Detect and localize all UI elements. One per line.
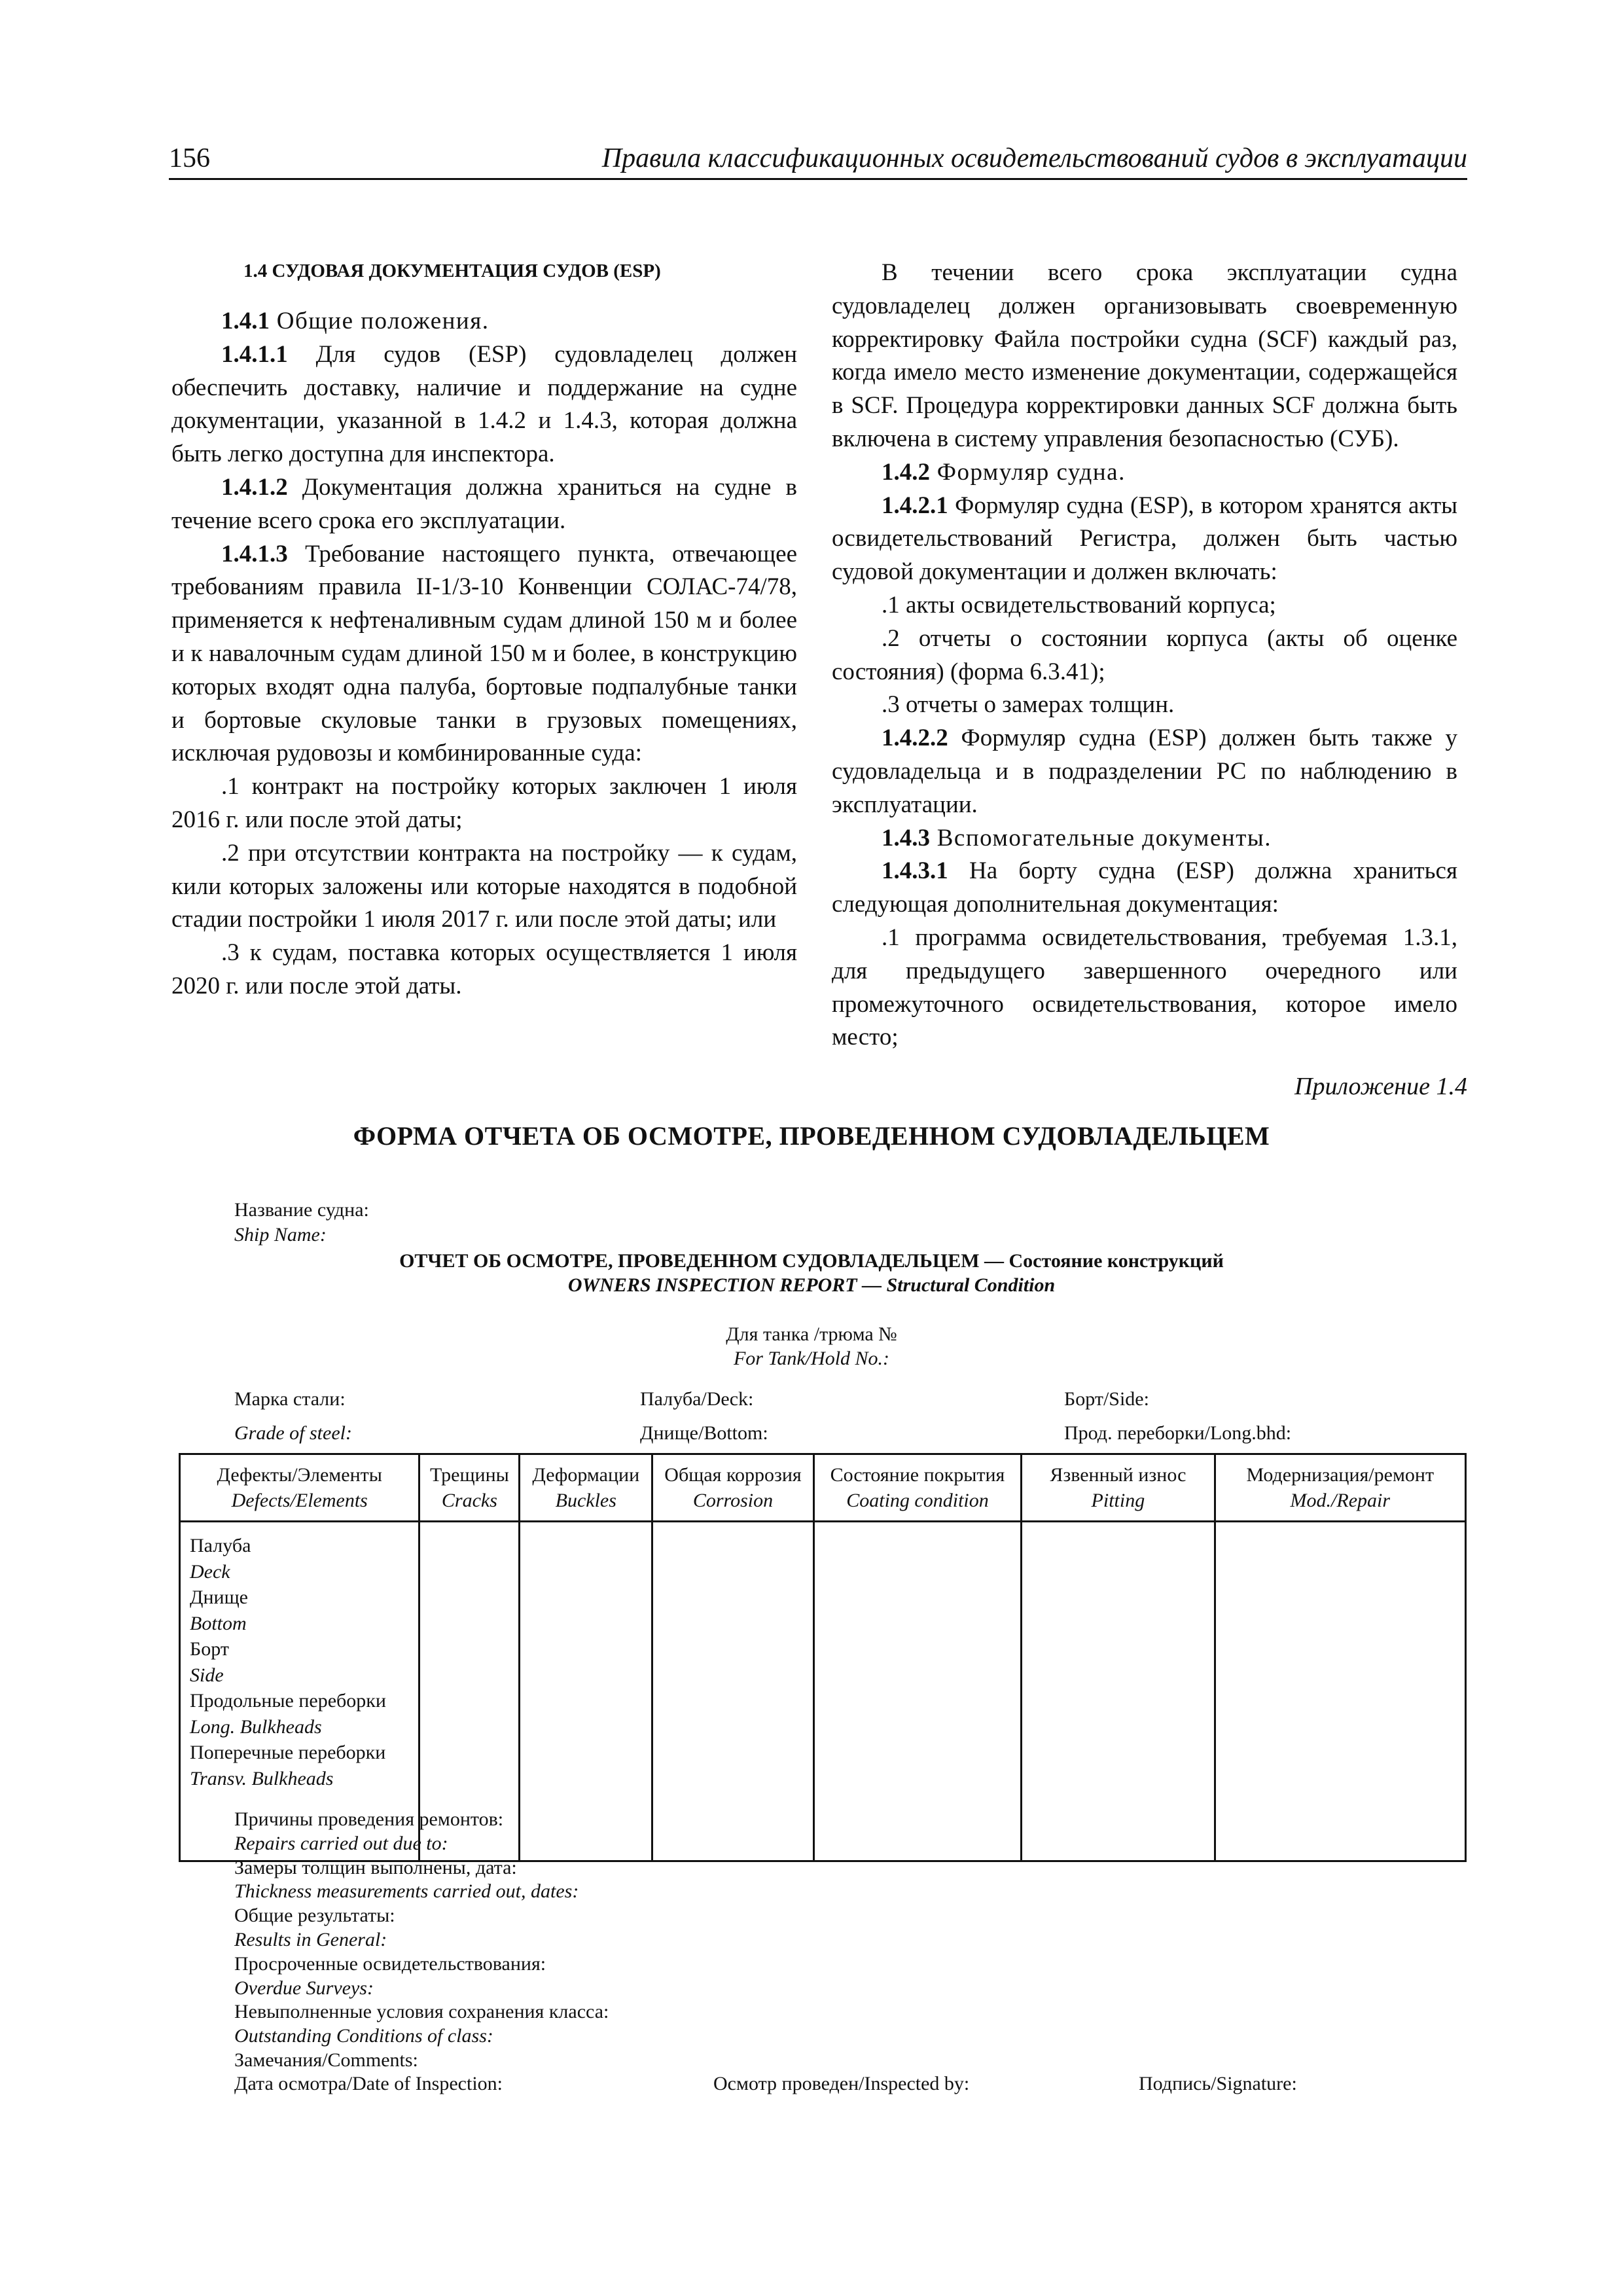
footer-label-en: Results in General: [234, 1928, 387, 1950]
left-column [171, 257, 797, 1003]
tank-hold-field [0, 1322, 1623, 1371]
form-title: ФОРМА ОТЧЕТА ОБ ОСМОТРЕ, ПРОВЕДЕННОМ СУДОВЛАДЕЛЬЦЕМ [353, 1121, 1270, 1151]
element-label-en: Transv. Bulkheads [190, 1767, 334, 1789]
paragraph: .3 отчеты о замерах толщин. [882, 691, 1175, 719]
footer-label-ru: Просроченные освидетельствования: [234, 1952, 546, 1975]
page-number: 156 [169, 143, 210, 173]
inspected-by-label: Осмотр проведен/Inspected by: [713, 2073, 970, 2094]
grade-of-steel-field [234, 1382, 352, 1450]
defects-table [179, 1453, 1467, 1862]
corrosion-cell [652, 1522, 814, 1861]
column-header: Состояние покрытия Coating condition [813, 1454, 1021, 1522]
column-header: Язвенный износ Pitting [1022, 1454, 1215, 1522]
column-header: Деформации Buckles [520, 1454, 652, 1522]
element-label-ru: Поперечные переборки [190, 1742, 386, 1763]
table-header-row [180, 1454, 1466, 1522]
deck-bottom-field [640, 1382, 768, 1450]
date-of-inspection-label: Дата осмотра/Date of Inspection: [234, 2073, 503, 2094]
repair-cell [1215, 1522, 1465, 1861]
element-label-ru: Продольные переборки [190, 1690, 386, 1712]
side-label: Борт/Side: [1064, 1388, 1149, 1410]
paragraph: 1.4.2.1 Формуляр судна (ESP), в котором хранятся акты освидетельствований Регистра, должен быть частью судовой документации и должен включать: [832, 492, 1457, 586]
column-header: Общая коррозия Corrosion [652, 1454, 814, 1522]
ship-name-label-ru: Название судна: [234, 1199, 369, 1221]
bottom-label: Днище/Bottom: [640, 1422, 768, 1444]
paragraph: 1.4.3.1 На борту судна (ESP) должна храниться следующая дополнительная документация: [832, 857, 1457, 918]
coating-cell [813, 1522, 1021, 1861]
footer-label-ru: Замеры толщин выполнены, дата: [234, 1856, 517, 1878]
ship-name-label-en: Ship Name: [234, 1224, 327, 1246]
paragraph: .2 отчеты о состоянии корпуса (акты об оценке состояния) (форма 6.3.41); [832, 624, 1457, 685]
header-divider [169, 178, 1467, 180]
paragraph: .1 контракт на постройку которых заключен 1 июля 2016 г. или после этой даты; [171, 773, 797, 833]
footer-label-en: Overdue Surveys: [234, 1977, 374, 1999]
footer-label-ru: Общие результаты: [234, 1905, 395, 1927]
report-footer [234, 1808, 609, 2073]
paragraph: 1.4.2.2 Формуляр судна (ESP) должен быть также у судовладельца и в подразделении РС по наблюдению в эксплуатации. [832, 725, 1457, 818]
steel-label-ru: Марка стали: [234, 1388, 346, 1410]
paragraph: .1 акты освидетельствований корпуса; [882, 591, 1276, 619]
element-label-en: Long. Bulkheads [190, 1715, 322, 1738]
signature-label: Подпись/Signature: [1139, 2073, 1297, 2094]
element-label-ru: Борт [190, 1638, 229, 1660]
paragraph: В течении всего срока эксплуатации судна судовладелец должен организовывать своевременную корректировку Файла постройки судна (SCF) каждый раз, когда имело место изменение документации, содержащейся в SCF. Процедура корректировки данных SCF должна быть включена в систему управления безопасностью (СУБ). [832, 259, 1457, 452]
tank-label-en: For Tank/Hold No.: [733, 1348, 890, 1369]
paragraph: 1.4.1.2 Документация должна храниться на судне в течение всего срока его эксплуатации. [171, 473, 797, 534]
ship-name-field [234, 1198, 369, 1247]
element-label-ru: Палуба [190, 1535, 251, 1556]
long-bhd-label: Прод. переборки/Long.bhd: [1064, 1422, 1292, 1444]
tank-label-ru: Для танка /трюма № [726, 1323, 897, 1345]
comments-label: Замечания/Comments: [234, 2049, 418, 2071]
element-label-en: Bottom [190, 1612, 247, 1634]
appendix-label: Приложение 1.4 [1294, 1073, 1467, 1100]
section-title: 1.4 СУДОВАЯ ДОКУМЕНТАЦИЯ СУДОВ (ESP) [243, 260, 661, 281]
column-header: Модернизация/ремонт Mod./Repair [1215, 1454, 1465, 1522]
report-title-en: OWNERS INSPECTION REPORT — Structural Condition [567, 1274, 1056, 1296]
steel-label-en: Grade of steel: [234, 1422, 352, 1444]
paragraph: .2 при отсутствии контракта на постройку — к судам, кили которых заложены или которые находятся в подобной стадии постройки 1 июля 2017 г. или после этой даты; или [171, 839, 797, 933]
footer-label-ru: Невыполненные условия сохранения класса: [234, 2001, 609, 2023]
footer-label-ru: Причины проведения ремонтов: [234, 1808, 504, 1830]
running-title: Правила классификационных освидетельствований судов в эксплуатации [601, 143, 1467, 173]
column-header: Дефекты/Элементы Defects/Elements [180, 1454, 419, 1522]
paragraph: 1.4.3 Вспомогательные документы. [882, 824, 1272, 852]
paragraph: 1.4.1.3 Требование настоящего пункта, отвечающее требованиям правила II-1/3-10 Конвенции СОЛАС-74/78, применяется к нефтеналивным судам длиной 150 м и более и к навалочным судам длиной 150 м и более, в конструкцию которых входят одна палуба, бортовые подпалубные танки и бортовые скуловые танки в грузовых помещениях, исключая рудовозы и комбинированные суда: [171, 540, 797, 767]
footer-label-en: Thickness measurements carried out, dates: [234, 1880, 579, 1903]
footer-label-en: Repairs carried out due to: [234, 1832, 448, 1854]
paragraph: .3 к судам, поставка которых осуществляется 1 июля 2020 г. или после этой даты. [171, 939, 797, 999]
paragraph: 1.4.1.1 Для судов (ESP) судовладелец должен обеспечить доставку, наличие и поддержание на судне документации, указанной в 1.4.2 и 1.4.3, которая должна быть легко доступна для инспектора. [171, 340, 797, 468]
report-title [0, 1249, 1623, 1297]
side-longbhd-field [1064, 1382, 1291, 1450]
footer-label-en: Outstanding Conditions of class: [234, 2025, 493, 2047]
report-title-ru: ОТЧЕТ ОБ ОСМОТРЕ, ПРОВЕДЕННОМ СУДОВЛАДЕЛЬЦЕМ — Состояние конструкций [399, 1250, 1224, 1272]
element-label-ru: Днище [190, 1587, 248, 1608]
column-header: Трещины Cracks [419, 1454, 520, 1522]
paragraph: 1.4.1 Общие положения. [221, 308, 490, 334]
paragraph: .1 программа освидетельствования, требуемая 1.3.1, для предыдущего завершенного очередного или промежуточного освидетельствования, которое имело место; [832, 924, 1457, 1051]
deck-label: Палуба/Deck: [640, 1388, 754, 1410]
pitting-cell [1022, 1522, 1215, 1861]
right-column [832, 257, 1457, 1054]
element-label-en: Side [190, 1664, 224, 1686]
element-label-en: Deck [190, 1560, 230, 1583]
paragraph: 1.4.2 Формуляр судна. [882, 458, 1126, 486]
